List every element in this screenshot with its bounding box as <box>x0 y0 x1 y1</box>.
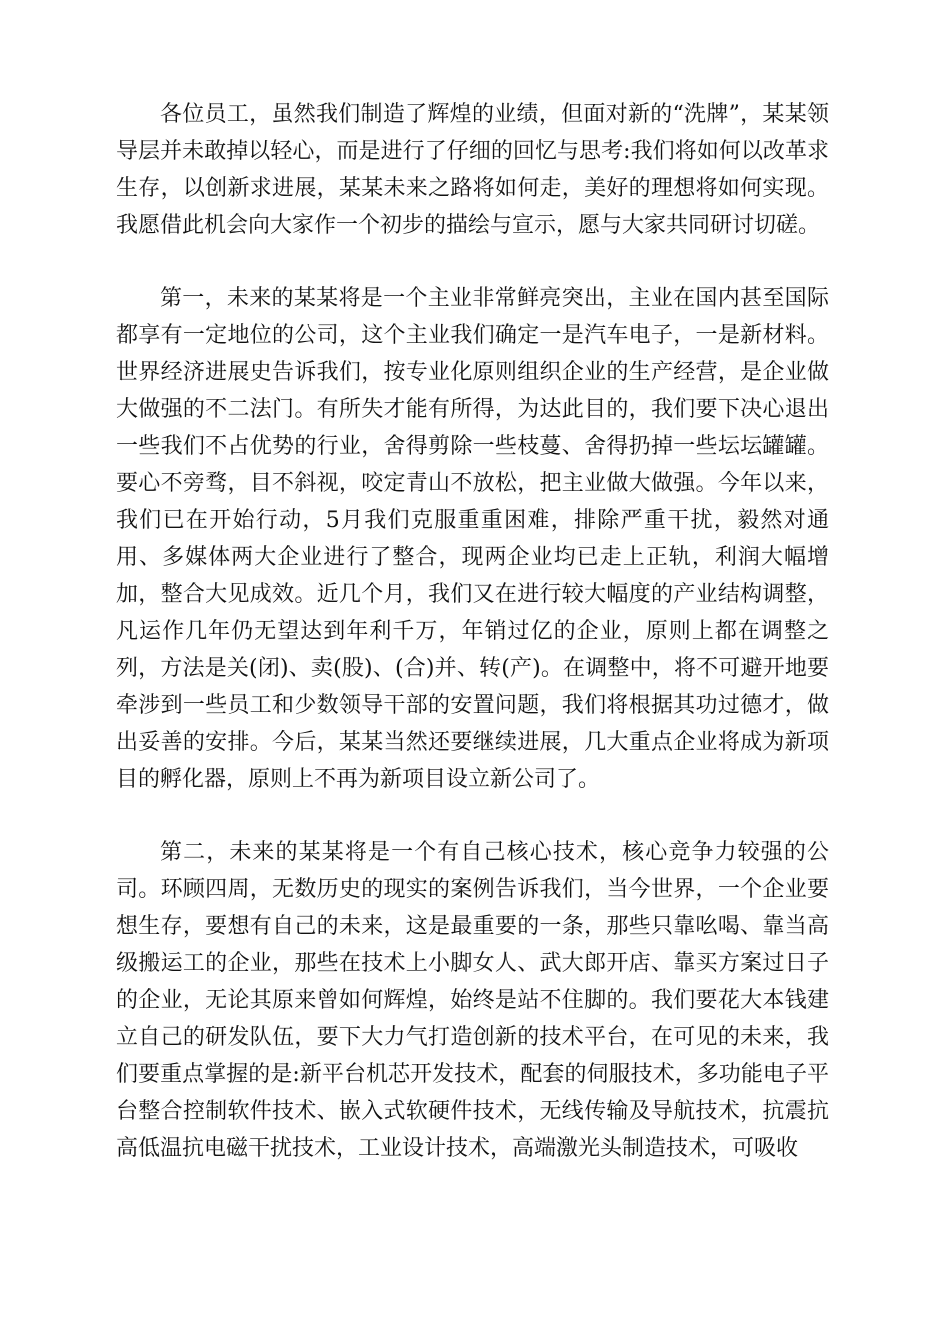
paragraph-second-point: 第二，未来的某某将是一个有自己核心技术，核心竞争力较强的公司。环顾四周，无数历史的现实的案例告诉我们，当今世界，一个企业要想生存，要想有自己的未来，这是最重要的一条，那些只靠吆喝、靠当高级搬运工的企业，那些在技术上小脚女人、武大郎开店、靠买方案过日子的企业，无论其原来曾如何辉煌，始终是站不住脚的。我们要花大本钱建立自己的研发队伍，要下大力气打造创新的技术平台，在可见的未来，我们要重点掌握的是:新平台机芯开发技术，配套的伺服技术，多功能电子平台整合控制软件技术、嵌入式软硬件技术，无线传输及导航技术，抗震抗高低温抗电磁干扰技术，工业设计技术，高端激光头制造技术，可吸收 <box>116 840 829 1161</box>
paragraph-intro: 各位员工，虽然我们制造了辉煌的业绩，但面对新的“洗牌”，某某领导层并未敢掉以轻心，而是进行了仔细的回忆与思考:我们将如何以改革求生存，以创新求进展，某某未来之路将如何走，美好的理想将如何实现。我愿借此机会向大家作一个初步的描绘与宣示，愿与大家共同研讨切磋。 <box>116 102 829 238</box>
document-page <box>116 96 829 1167</box>
paragraph-first-point: 第一，未来的某某将是一个主业非常鲜亮突出，主业在国内甚至国际都享有一定地位的公司，这个主业我们确定一是汽车电子，一是新材料。世界经济进展史告诉我们，按专业化原则组织企业的生产经营，是企业做大做强的不二法门。有所失才能有所得，为达此目的，我们要下决心退出一些我们不占优势的行业，舍得剪除一些枝蔓、舍得扔掉一些坛坛罐罐。要心不旁骛，目不斜视，咬定青山不放松，把主业做大做强。今年以来，我们已在开始行动，5月我们克服重重困难，排除严重干扰，毅然对通用、多媒体两大企业进行了整合，现两企业均已走上正轨，利润大幅增加，整合大见成效。近几个月，我们又在进行较大幅度的产业结构调整，凡运作几年仍无望达到年利千万，年销过亿的企业，原则上都在调整之列，方法是关(闭)、卖(股)、(合)并、转(产)。在调整中，将不可避开地要牵涉到一些员工和少数领导干部的安置问题，我们将根据其功过德才，做出妥善的安排。今后，某某当然还要继续进展，几大重点企业将成为新项目的孵化器，原则上不再为新项目设立新公司了。 <box>116 286 829 792</box>
